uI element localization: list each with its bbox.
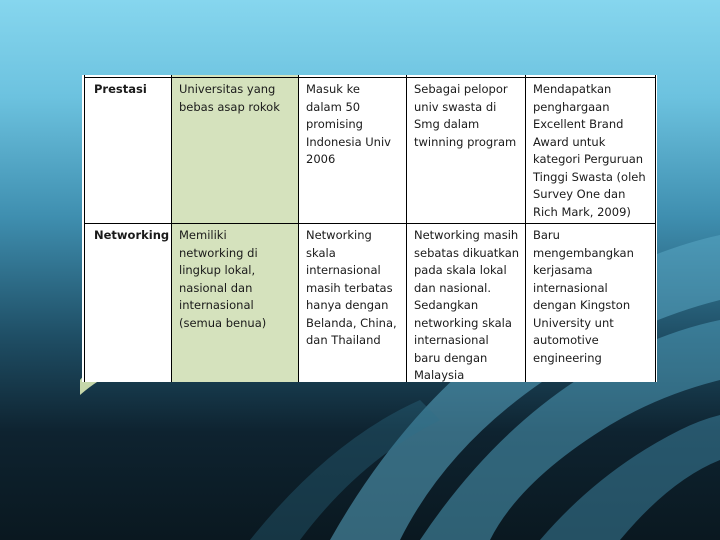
table-cell: Memiliki networking di lingkup lokal, nasional dan internasional (semua benua)	[172, 224, 299, 383]
table-row-networking	[85, 224, 656, 383]
comparison-table-image	[82, 75, 657, 382]
table-row-prestasi	[85, 78, 656, 224]
table-cell: Networking masih sebatas dikuatkan pada skala lokal dan nasional. Sedangkan networking skala internasional baru dengan Malaysia	[407, 224, 526, 383]
table-cell: Mendapatkan penghargaan Excellent Brand Award untuk kategori Perguruan Tinggi Swasta (oleh Survey One dan Rich Mark, 2009)	[526, 78, 656, 224]
table-cell: Networking skala internasional masih terbatas hanya dengan Belanda, China, dan Thailand	[299, 224, 407, 383]
row-label: Networking	[85, 224, 172, 383]
table-cell: Universitas yang bebas asap rokok	[172, 78, 299, 224]
table-cell: Baru mengembangkan kerjasama internasional dengan Kingston University unt automotive engineering	[526, 224, 656, 383]
row-label: Prestasi	[85, 78, 172, 224]
comparison-table	[84, 75, 656, 382]
table-cell: Masuk ke dalam 50 promising Indonesia Univ 2006	[299, 78, 407, 224]
table-cell: Sebagai pelopor univ swasta di Smg dalam twinning program	[407, 78, 526, 224]
